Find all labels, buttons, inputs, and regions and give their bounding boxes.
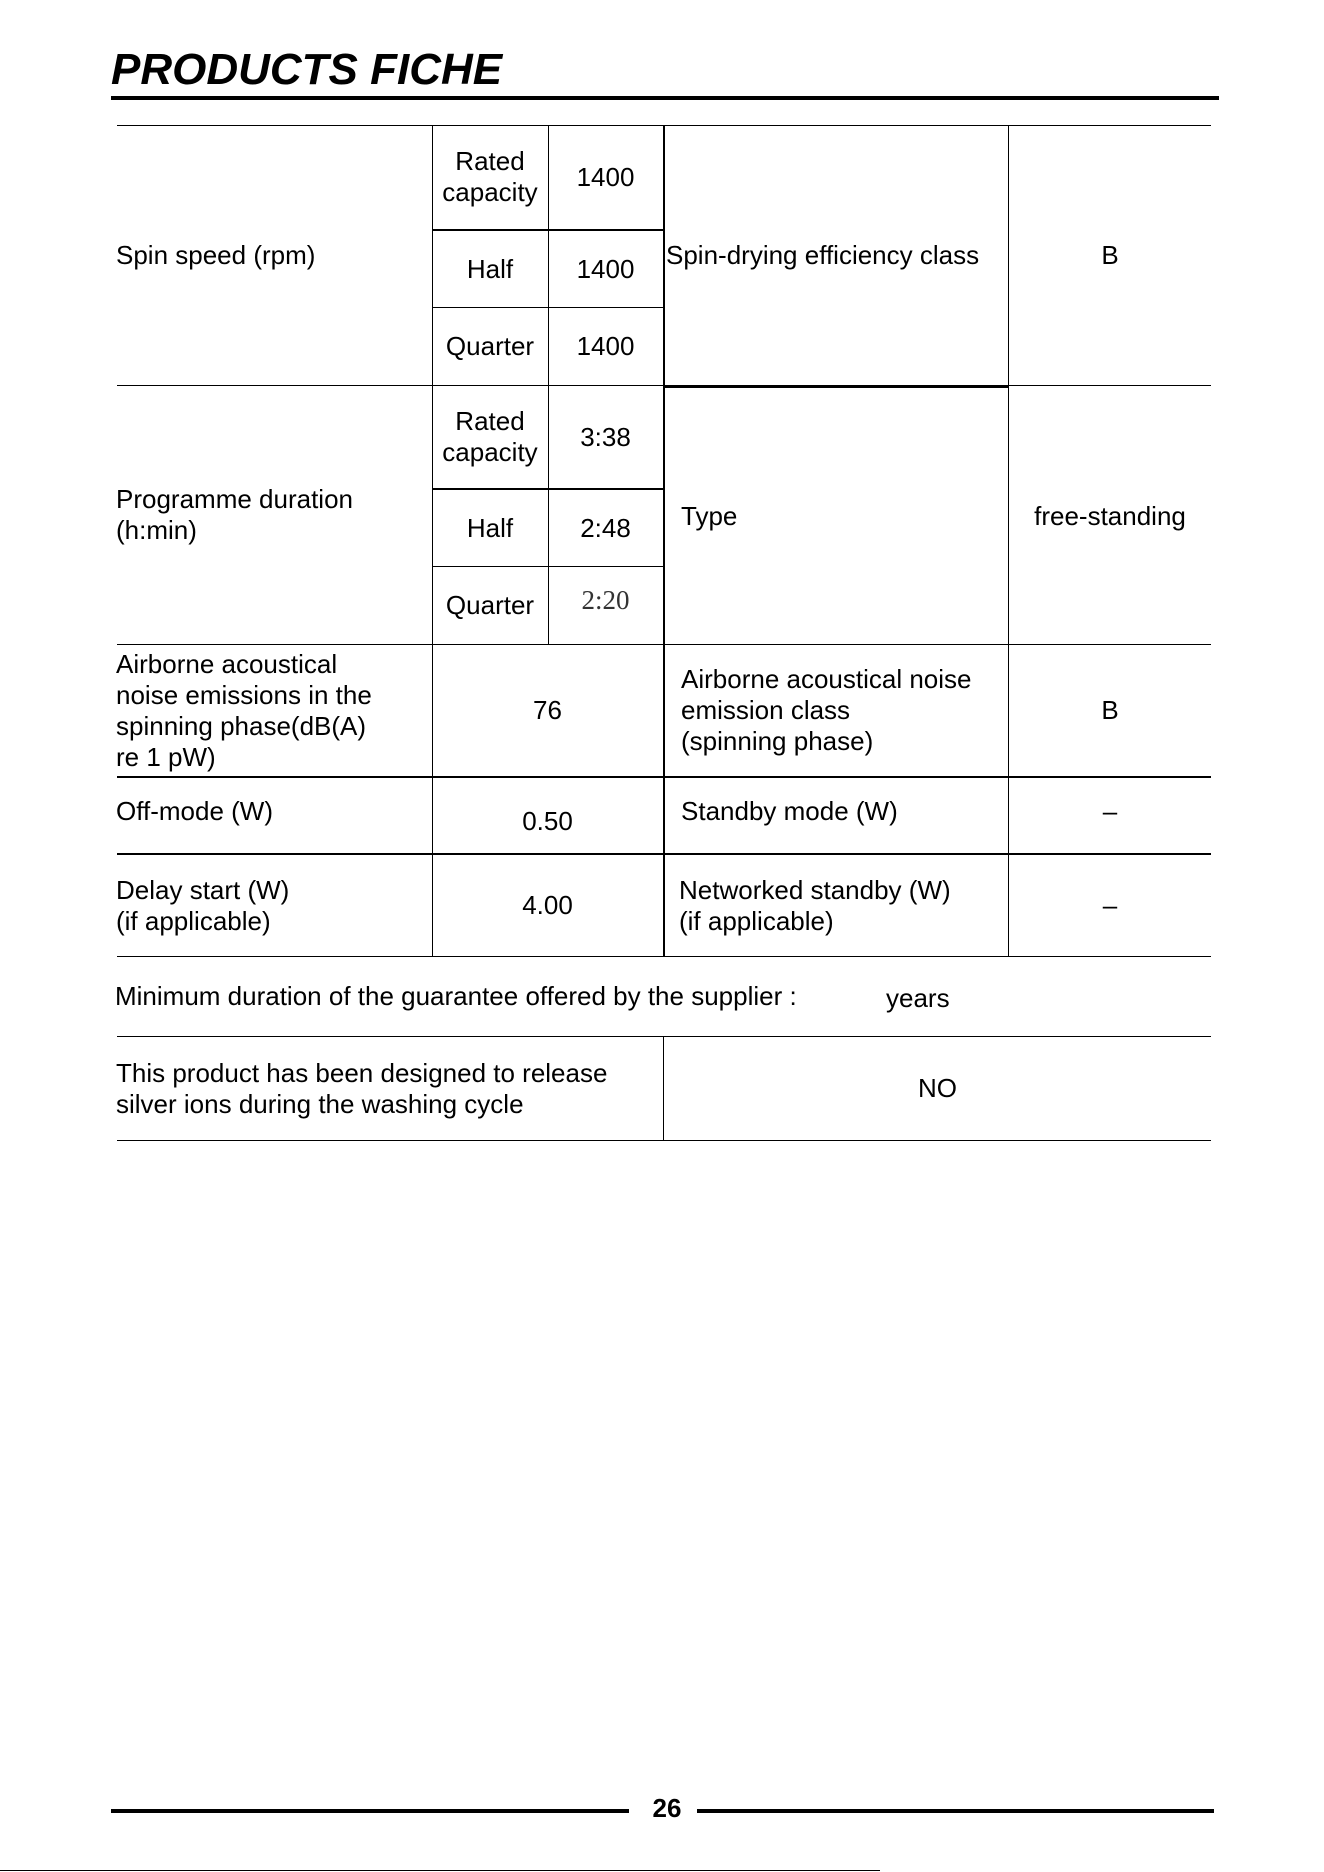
guarantee-label: Minimum duration of the guarantee offered by the supplier : xyxy=(115,981,797,1011)
noise-emissions-value: 76 xyxy=(533,695,562,725)
programme-duration-label: Programme duration (h:min) xyxy=(116,484,353,545)
spin-speed-load-rated: Rated capacity xyxy=(442,146,538,207)
duration-value-half: 2:48 xyxy=(580,512,631,543)
spin-speed-value-half: 1400 xyxy=(576,253,635,284)
noise-emissions-label: Airborne acoustical noise emissions in the spinning phase(dB(A) re 1 pW) xyxy=(116,648,372,772)
table-line xyxy=(663,125,665,956)
delay-start-label: Delay start (W) (if applicable) xyxy=(116,874,290,936)
footer-rule-left xyxy=(111,1809,629,1813)
type-label: Type xyxy=(681,500,738,531)
standby-mode-label: Standby mode (W) xyxy=(681,796,898,826)
spin-speed-load-half: Half xyxy=(466,253,514,284)
scan-edge-line xyxy=(0,1870,880,1871)
footer-rule-right xyxy=(697,1809,1214,1813)
delay-start-value: 4.00 xyxy=(522,890,573,920)
title-rule xyxy=(111,96,1219,100)
spin-drying-class-label: Spin-drying efficiency class xyxy=(666,239,980,270)
page-title: PRODUCTS FICHE xyxy=(111,45,503,94)
page-number: 26 xyxy=(652,1793,682,1823)
spin-speed-value-rated: 1400 xyxy=(576,161,635,192)
off-mode-value: 0.50 xyxy=(522,806,573,836)
silver-ions-value: NO xyxy=(918,1073,957,1103)
duration-load-half: Half xyxy=(466,512,514,543)
spin-speed-value-quarter: 1400 xyxy=(576,331,635,361)
off-mode-label: Off-mode (W) xyxy=(116,796,273,826)
duration-load-quarter: Quarter xyxy=(445,590,535,620)
table-line xyxy=(117,1140,1211,1141)
table-line xyxy=(1008,385,1211,386)
duration-load-rated: Rated capacity xyxy=(442,406,538,467)
noise-class-value: B xyxy=(1101,695,1119,725)
spin-drying-class-value: B xyxy=(1101,239,1119,270)
noise-class-label: Airborne acoustical noise emission class (spinning phase) xyxy=(681,664,972,756)
networked-standby-value: – xyxy=(1102,890,1118,920)
spin-speed-label: Spin speed (rpm) xyxy=(116,239,316,270)
standby-mode-value: – xyxy=(1102,796,1118,826)
duration-value-quarter: 2:20 xyxy=(581,585,630,615)
guarantee-unit: years xyxy=(886,983,950,1013)
silver-ions-label: This product has been designed to release silver ions during the washing cycle xyxy=(116,1057,608,1119)
duration-value-rated: 3:38 xyxy=(580,421,631,452)
spin-speed-load-quarter: Quarter xyxy=(445,331,535,361)
networked-standby-label: Networked standby (W) (if applicable) xyxy=(679,874,951,936)
type-value: free-standing xyxy=(1034,500,1186,531)
